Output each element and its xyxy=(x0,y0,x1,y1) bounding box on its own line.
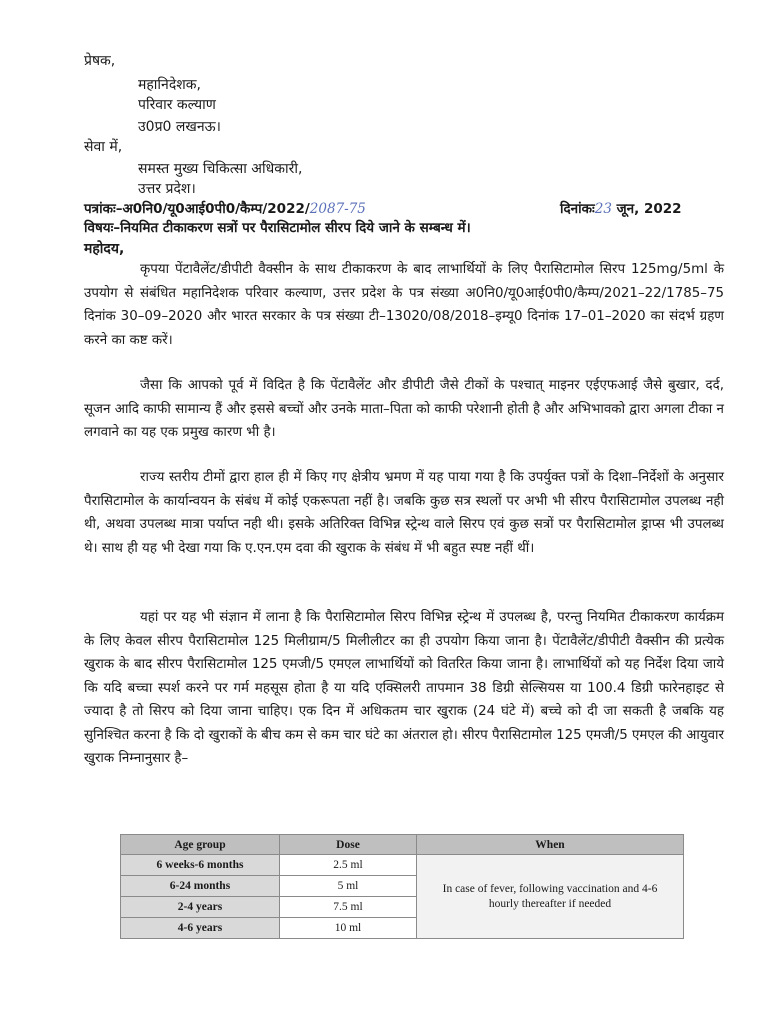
dose-table xyxy=(120,834,684,939)
letter-number: पत्रांकः–अ0नि0/यू0आई0पी0/कैम्प/2022/ xyxy=(84,201,310,217)
dose-cell: 2.5 ml xyxy=(280,855,417,876)
sender-city: उ0प्र0 लखनऊ। xyxy=(138,119,221,135)
paragraph-1: कृपया पेंटावैलेंट/डीपीटी वैक्सीन के साथ टीकाकरण के बाद लाभार्थियों के लिए पैरासिटामोल सिरप 125mg/5ml के उपयोग से संबंधित महानिदेशक परिवार कल्याण, उत्तर प्रदेश के पत्र संख्या अ0नि0/यू0आई0पी0/कैम्प/2021–22/1785–75 दिनांक 30–09–2020 और भारत सरकार के पत्र संख्या टी–13020/08/2018–इम्यू0 दिनांक 17–01–2020 का संदर्भ ग्रहण करने का कष्ट करें। xyxy=(84,262,724,348)
sender-designation: महानिदेशक, xyxy=(138,77,201,93)
dose-cell: 7.5 ml xyxy=(280,897,417,918)
dose-cell: 10 ml xyxy=(280,918,417,939)
when-cell: In case of fever, following vaccination and 4-6 hourly thereafter if needed xyxy=(417,855,684,939)
from-label: प्रेषक, xyxy=(84,53,116,69)
header-dose: Dose xyxy=(280,835,417,855)
age-cell: 4-6 years xyxy=(121,918,280,939)
subject-line: विषयः–नियमित टीकाकरण सत्रों पर पैरासिटामोल सीरप दिये जाने के सम्बन्ध में। xyxy=(84,220,471,236)
header-age-group: Age group xyxy=(121,835,280,855)
age-cell: 2-4 years xyxy=(121,897,280,918)
header-when: When xyxy=(417,835,684,855)
recipient-designation: समस्त मुख्य चिकित्सा अधिकारी, xyxy=(138,161,303,177)
date-month-year: जून, 2022 xyxy=(616,201,682,217)
handwritten-dispatch-number: 2087-75 xyxy=(309,201,366,217)
paragraph-4: यहां पर यह भी संज्ञान में लाना है कि पैरासिटामोल सिरप विभिन्न स्ट्रेन्थ में उपलब्ध है, परन्तु नियमित टीकाकरण कार्यक्रम के लिए केवल सीरप पैरासिटामोल 125 मिलीग्राम/5 मिलीलीटर का ही उपयोग किया जाना है। पेंटावैलेंट/डीपीटी वैक्सीन की प्रत्येक खुराक के बाद सीरप पैरासिटामोल 125 एमजी/5 एमएल लाभार्थियों को वितरित किया जाना है। लाभार्थियों को यह निर्देश दिया जाये कि यदि बच्चा स्पर्श करने पर गर्म महसूस होता है या यदि एक्सिलरी तापमान 38 डिग्री सेल्सियस या 100.4 डिग्री फारेनहाइट से ज्यादा है तो सिरप को दिया जाना चाहिए। एक दिन में अधिकतम चार खुराक (24 घंटे में) बच्चे को दी जा सकती है जबकि यह सुनिश्चित करना है कि दो खुराकों के बीच कम से कम चार घंटे का अंतराल हो। सीरप पैरासिटामोल 125 एमजी/5 एमएल की आयुवार खुराक निम्नानुसार है– xyxy=(84,610,724,766)
table-header-row xyxy=(121,835,684,855)
to-label: सेवा में, xyxy=(84,139,123,155)
age-cell: 6-24 months xyxy=(121,876,280,897)
date-line xyxy=(560,200,682,218)
sender-department: परिवार कल्याण xyxy=(138,97,216,113)
reference-line xyxy=(84,200,366,218)
age-cell: 6 weeks-6 months xyxy=(121,855,280,876)
table-row xyxy=(121,855,684,876)
paragraph-2: जैसा कि आपको पूर्व में विदित है कि पेंटावैलेंट और डीपीटी जैसे टीकों के पश्चात् माइनर एईएफआई जैसे बुखार, दर्द, सूजन आदि काफी सामान्य हैं और इससे बच्चों और उनके माता–पिता को काफी परेशानी होती है और अभिभावको द्वारा अगला टीका न लगवाने का यह एक प्रमुख कारण भी है। xyxy=(84,378,724,440)
paragraph-3: राज्य स्तरीय टीमों द्वारा हाल ही में किए गए क्षेत्रीय भ्रमण में यह पाया गया है कि उपर्युक्त पत्रों के दिशा–निर्देशों के अनुसार पैरासिटामोल के कार्यान्वयन के संबंध में कोई एकरूपता नहीं है। जबकि कुछ सत्र स्थलों पर अभी भी सीरप पैरासिटामोल उपलब्ध नही थी, अथवा उपलब्ध मात्रा पर्याप्त नही थी। इसके अतिरिक्त विभिन्न स्ट्रेन्थ वाले सिरप एवं कुछ सत्रों पर पैरासिटामोल ड्राप्स भी उपलब्ध थे। साथ ही यह भी देखा गया कि ए.एन.एम दवा की खुराक के संबंध में भी बहुत स्पष्ट नहीं थीं। xyxy=(84,470,724,556)
date-label: दिनांकः xyxy=(560,201,595,217)
salutation: महोदय, xyxy=(84,241,125,257)
handwritten-date-day: 23 xyxy=(594,201,612,217)
recipient-state: उत्तर प्रदेश। xyxy=(138,181,196,197)
dose-cell: 5 ml xyxy=(280,876,417,897)
